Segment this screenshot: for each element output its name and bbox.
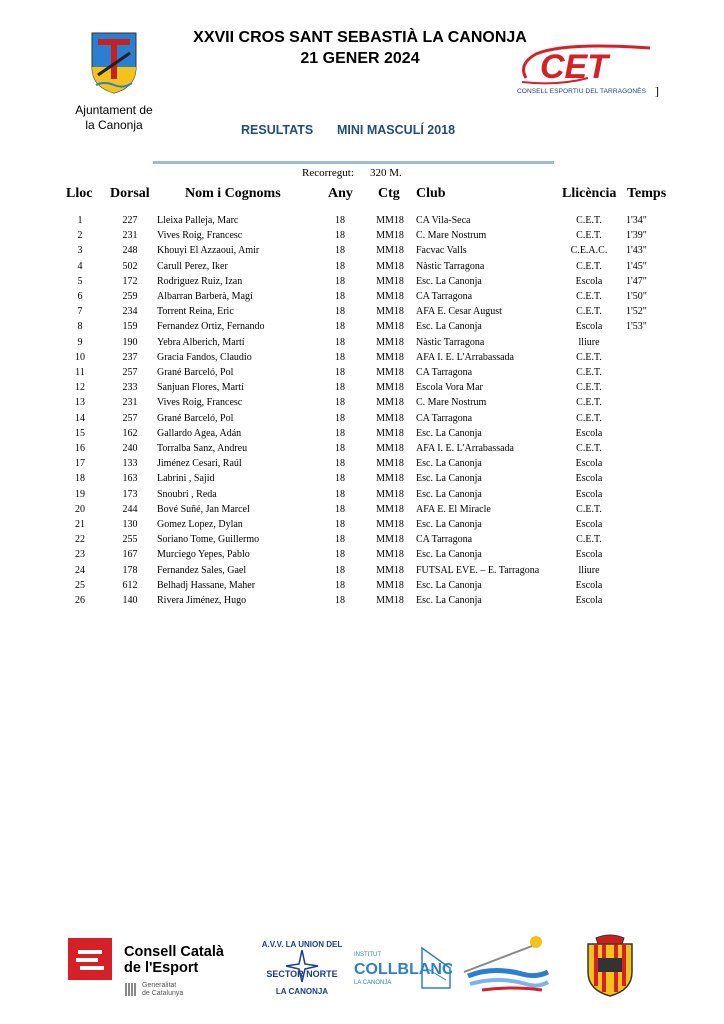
ctg-cell: MM18 bbox=[376, 275, 404, 287]
ctg-cell: MM18 bbox=[376, 321, 404, 333]
lloc-cell: 11 bbox=[75, 367, 85, 378]
any-cell: 18 bbox=[335, 351, 345, 363]
nom-cell: Belhadj Hassane, Maher bbox=[157, 579, 256, 591]
dorsal-cell: 240 bbox=[122, 443, 138, 454]
club-cell: Esc. La Canonja bbox=[416, 473, 482, 485]
dorsal-cell: 162 bbox=[122, 427, 138, 439]
table-row bbox=[0, 489, 724, 504]
llicencia-cell: Escola bbox=[575, 458, 603, 470]
llicencia-cell: C.E.T. bbox=[576, 503, 602, 515]
col-header-ctg: Ctg bbox=[378, 186, 400, 201]
lloc-cell: 7 bbox=[77, 306, 83, 318]
any-cell: 18 bbox=[335, 503, 345, 515]
ctg-cell: MM18 bbox=[376, 215, 404, 226]
nom-cell: Khouyi El Azzaoui, Amir bbox=[157, 245, 260, 257]
llicencia-cell: C.E.T. bbox=[576, 291, 602, 302]
collblanc-place-text: LA CANONJA bbox=[354, 980, 392, 986]
ctg-cell: MM18 bbox=[376, 260, 404, 272]
any-cell: 18 bbox=[335, 564, 345, 576]
llicencia-cell: lliure bbox=[578, 336, 600, 348]
dorsal-cell: 173 bbox=[122, 488, 138, 500]
collblanc-small-text: INSTITUT bbox=[354, 952, 381, 958]
llicencia-cell: C.E.T. bbox=[576, 367, 602, 378]
table-row bbox=[0, 215, 724, 230]
table-row bbox=[0, 428, 724, 443]
avv-sector-norte-logo bbox=[262, 936, 342, 998]
lloc-cell: 10 bbox=[75, 351, 85, 363]
dorsal-cell: 502 bbox=[122, 260, 138, 272]
club-cell: CA Vila-Seca bbox=[416, 215, 471, 226]
lloc-cell: 18 bbox=[75, 473, 85, 485]
club-cell: Esc. La Canonja bbox=[416, 549, 482, 561]
lloc-cell: 21 bbox=[75, 519, 85, 530]
table-row bbox=[0, 337, 724, 352]
club-cell: CA Tarragona bbox=[416, 291, 473, 302]
table-row bbox=[0, 473, 724, 488]
avv-middle-text: SECTOR NORTE bbox=[266, 969, 338, 979]
dorsal-cell: 190 bbox=[122, 336, 138, 348]
dorsal-cell: 130 bbox=[122, 519, 138, 530]
ctg-cell: MM18 bbox=[376, 382, 404, 394]
club-cell: CA Tarragona bbox=[416, 367, 473, 378]
table-row bbox=[0, 397, 724, 412]
ctg-cell: MM18 bbox=[376, 367, 404, 378]
nom-cell: Torralba Sanz, Andreu bbox=[157, 443, 248, 454]
recorregut-label: Recorregut: bbox=[302, 167, 354, 179]
ctg-cell: MM18 bbox=[376, 230, 404, 242]
llicencia-cell: C.E.T. bbox=[576, 397, 602, 409]
generalitat-line2: de Catalunya bbox=[142, 990, 184, 997]
col-header-any: Any bbox=[328, 186, 353, 201]
nom-cell: Grané Barceló, Pol bbox=[157, 367, 234, 378]
lloc-cell: 23 bbox=[75, 549, 85, 561]
temps-cell: 1'39" bbox=[626, 230, 647, 242]
club-cell: CA Tarragona bbox=[416, 534, 473, 546]
table-row bbox=[0, 367, 724, 382]
nom-cell: Gomez Lopez, Dylan bbox=[157, 519, 243, 530]
club-cell: Esc. La Canonja bbox=[416, 519, 482, 530]
table-row bbox=[0, 549, 724, 564]
nom-cell: Albarran Barberà, Magí bbox=[157, 291, 253, 302]
ctg-cell: MM18 bbox=[376, 412, 404, 424]
temps-cell: 1'53" bbox=[626, 321, 647, 333]
ctg-cell: MM18 bbox=[376, 458, 404, 470]
dorsal-cell: 612 bbox=[122, 579, 138, 591]
generalitat-icon bbox=[125, 983, 137, 996]
llicencia-cell: Escola bbox=[575, 488, 603, 500]
ctg-cell: MM18 bbox=[376, 306, 404, 318]
consell-line2: de l'Esport bbox=[124, 960, 199, 976]
table-row bbox=[0, 291, 724, 306]
llicencia-cell: C.E.T. bbox=[576, 443, 602, 454]
la-canonja-shield-logo bbox=[582, 934, 638, 998]
club-cell: Esc. La Canonja bbox=[416, 595, 482, 606]
llicencia-cell: C.E.T. bbox=[576, 382, 602, 394]
any-cell: 18 bbox=[335, 336, 345, 348]
nom-cell: Carull Perez, Iker bbox=[157, 260, 228, 272]
ctg-cell: MM18 bbox=[376, 519, 404, 530]
dorsal-cell: 172 bbox=[122, 275, 138, 287]
nom-cell: Soriano Tome, Guillermo bbox=[157, 534, 260, 546]
llicencia-cell: C.E.T. bbox=[576, 215, 602, 226]
ctg-cell: MM18 bbox=[376, 351, 404, 363]
ctg-cell: MM18 bbox=[376, 549, 404, 561]
lloc-cell: 20 bbox=[75, 503, 85, 515]
any-cell: 18 bbox=[335, 382, 345, 394]
ctg-cell: MM18 bbox=[376, 473, 404, 485]
resultats-label: RESULTATS bbox=[241, 123, 314, 137]
dorsal-cell: 237 bbox=[122, 351, 138, 363]
ctg-cell: MM18 bbox=[376, 503, 404, 515]
llicencia-cell: Escola bbox=[575, 321, 603, 333]
club-cell: Esc. La Canonja bbox=[416, 427, 482, 439]
any-cell: 18 bbox=[335, 488, 345, 500]
table-row bbox=[0, 443, 724, 458]
dorsal-cell: 178 bbox=[122, 564, 138, 576]
lloc-cell: 15 bbox=[75, 427, 85, 439]
table-row bbox=[0, 245, 724, 260]
temps-cell: 1'34" bbox=[626, 215, 647, 226]
dorsal-cell: 248 bbox=[122, 245, 138, 257]
col-header-club: Club bbox=[416, 186, 446, 201]
any-cell: 18 bbox=[335, 291, 345, 302]
club-cell: AFA E. El Miracle bbox=[416, 503, 491, 515]
dorsal-cell: 159 bbox=[122, 321, 138, 333]
club-cell: AFA I. E. L'Arrabassada bbox=[416, 443, 514, 454]
dorsal-cell: 257 bbox=[122, 367, 138, 378]
lloc-cell: 25 bbox=[75, 579, 85, 591]
lloc-cell: 4 bbox=[77, 260, 83, 272]
col-header-lloc: Lloc bbox=[66, 186, 93, 201]
llicencia-cell: Escola bbox=[575, 595, 603, 606]
col-header-dorsal: Dorsal bbox=[110, 186, 150, 201]
llicencia-cell: C.E.T. bbox=[576, 412, 602, 424]
any-cell: 18 bbox=[335, 534, 345, 546]
lloc-cell: 9 bbox=[77, 336, 83, 348]
llicencia-cell: Escola bbox=[575, 519, 603, 530]
club-cell: Facvac Valls bbox=[416, 245, 467, 257]
ctg-cell: MM18 bbox=[376, 245, 404, 257]
table-row bbox=[0, 276, 724, 291]
temps-cell: 1'47" bbox=[626, 275, 647, 287]
any-cell: 18 bbox=[335, 427, 345, 439]
table-row bbox=[0, 413, 724, 428]
table-row bbox=[0, 230, 724, 245]
club-cell: C. Mare Nostrum bbox=[416, 397, 487, 409]
nom-cell: Yebra Alberich, Martí bbox=[157, 336, 245, 348]
any-cell: 18 bbox=[335, 458, 345, 470]
any-cell: 18 bbox=[335, 321, 345, 333]
nom-cell: Fernandez Sales, Gael bbox=[157, 564, 247, 576]
any-cell: 18 bbox=[335, 579, 345, 591]
club-cell: AFA I. E. L'Arrabassada bbox=[416, 351, 514, 363]
club-cell: Nàstic Tarragona bbox=[416, 336, 485, 348]
col-header-nom: Nom i Cognoms bbox=[185, 186, 281, 201]
table-row bbox=[0, 458, 724, 473]
club-cell: Esc. La Canonja bbox=[416, 275, 482, 287]
la-canonja-crest-logo bbox=[88, 31, 140, 95]
llicencia-cell: Escola bbox=[575, 549, 603, 561]
dorsal-cell: 257 bbox=[122, 412, 138, 424]
any-cell: 18 bbox=[335, 306, 345, 318]
any-cell: 18 bbox=[335, 230, 345, 242]
lloc-cell: 26 bbox=[75, 595, 85, 606]
nom-cell: Gallardo Agea, Adán bbox=[157, 427, 242, 439]
nom-cell: Vives Roig, Francesc bbox=[157, 230, 243, 242]
table-row bbox=[0, 504, 724, 519]
dorsal-cell: 233 bbox=[122, 382, 138, 394]
lloc-cell: 1 bbox=[77, 215, 83, 226]
ctg-cell: MM18 bbox=[376, 427, 404, 439]
any-cell: 18 bbox=[335, 595, 345, 606]
lloc-cell: 16 bbox=[75, 443, 85, 454]
dorsal-cell: 227 bbox=[122, 215, 138, 226]
ctg-cell: MM18 bbox=[376, 595, 404, 606]
temps-cell: 1'45" bbox=[626, 260, 647, 272]
any-cell: 18 bbox=[335, 519, 345, 530]
ctg-cell: MM18 bbox=[376, 336, 404, 348]
temps-cell: 1'50" bbox=[626, 291, 647, 302]
institut-collblanc-logo bbox=[352, 940, 452, 992]
temps-cell: 1'52" bbox=[626, 306, 647, 318]
consell-line1: Consell Català bbox=[124, 944, 224, 960]
category-label: MINI MASCULÍ 2018 bbox=[337, 123, 456, 137]
club-cell: Esc. La Canonja bbox=[416, 321, 482, 333]
nom-cell: Grané Barceló, Pol bbox=[157, 412, 234, 424]
event-date: 21 GENER 2024 bbox=[300, 50, 420, 67]
lloc-cell: 22 bbox=[75, 534, 85, 546]
any-cell: 18 bbox=[335, 397, 345, 409]
ctg-cell: MM18 bbox=[376, 397, 404, 409]
lloc-cell: 24 bbox=[75, 564, 85, 576]
club-cell: Nàstic Tarragona bbox=[416, 260, 485, 272]
llicencia-cell: C.E.T. bbox=[576, 230, 602, 242]
lloc-cell: 2 bbox=[77, 230, 83, 242]
col-header-temps: Temps bbox=[627, 186, 667, 201]
ctg-cell: MM18 bbox=[376, 579, 404, 591]
club-cell: CA Tarragona bbox=[416, 412, 473, 424]
ajuntament-line2: la Canonja bbox=[85, 118, 143, 132]
nom-cell: Sanjuan Flores, Martí bbox=[157, 382, 244, 394]
club-cell: Esc. La Canonja bbox=[416, 458, 482, 470]
llicencia-cell: Escola bbox=[575, 427, 603, 439]
dorsal-cell: 167 bbox=[122, 549, 138, 561]
nom-cell: Bové Suñé, Jan Marcel bbox=[157, 503, 250, 515]
table-row bbox=[0, 565, 724, 580]
llicencia-cell: C.E.T. bbox=[576, 534, 602, 546]
col-header-llicencia: Llicència bbox=[562, 186, 617, 201]
consell-catala-logo bbox=[68, 938, 112, 985]
any-cell: 18 bbox=[335, 215, 345, 226]
generalitat-line1: Generalitat bbox=[142, 982, 177, 989]
ctg-cell: MM18 bbox=[376, 443, 404, 454]
any-cell: 18 bbox=[335, 443, 345, 454]
lloc-cell: 19 bbox=[75, 488, 85, 500]
lloc-cell: 3 bbox=[77, 245, 83, 257]
llicencia-cell: C.E.T. bbox=[576, 351, 602, 363]
nom-cell: Gracia Fandos, Claudio bbox=[157, 351, 252, 363]
nom-cell: Jiménez Cesari, Raúl bbox=[157, 458, 242, 470]
dorsal-cell: 255 bbox=[122, 534, 138, 546]
dorsal-cell: 244 bbox=[122, 503, 138, 515]
lloc-cell: 14 bbox=[75, 412, 85, 424]
any-cell: 18 bbox=[335, 260, 345, 272]
table-row bbox=[0, 534, 724, 549]
cet-bracket: ] bbox=[655, 84, 659, 98]
table-row bbox=[0, 306, 724, 321]
lloc-cell: 17 bbox=[75, 458, 85, 470]
header-divider bbox=[153, 161, 554, 164]
any-cell: 18 bbox=[335, 473, 345, 485]
any-cell: 18 bbox=[335, 549, 345, 561]
club-cell: Esc. La Canonja bbox=[416, 488, 482, 500]
table-row bbox=[0, 382, 724, 397]
any-cell: 18 bbox=[335, 412, 345, 424]
club-cell: Esc. La Canonja bbox=[416, 579, 482, 591]
ctg-cell: MM18 bbox=[376, 534, 404, 546]
dorsal-cell: 231 bbox=[122, 397, 138, 409]
table-row bbox=[0, 595, 724, 610]
nom-cell: Rivera Jiménez, Hugo bbox=[157, 595, 247, 606]
any-cell: 18 bbox=[335, 275, 345, 287]
event-title: XXVII CROS SANT SEBASTIÀ LA CANONJA bbox=[193, 29, 527, 46]
nom-cell: Lleixa Palleja, Marc bbox=[157, 215, 239, 226]
nom-cell: Labrini , Sajid bbox=[157, 473, 215, 485]
avv-bottom-text: LA CANONJA bbox=[275, 987, 329, 996]
dorsal-cell: 259 bbox=[122, 291, 138, 302]
nom-cell: Rodriguez Ruiz, Izan bbox=[157, 275, 243, 287]
llicencia-cell: C.E.T. bbox=[576, 260, 602, 272]
temps-cell: 1'43" bbox=[626, 245, 647, 257]
dorsal-cell: 231 bbox=[122, 230, 138, 242]
cet-caption: CONSELL ESPORTIU DEL TARRAGONÈS bbox=[517, 88, 647, 95]
club-cell: FUTSAL EVE. – E. Tarragona bbox=[416, 564, 540, 576]
llicencia-cell: Escola bbox=[575, 579, 603, 591]
table-row bbox=[0, 261, 724, 276]
lloc-cell: 8 bbox=[77, 321, 83, 333]
ctg-cell: MM18 bbox=[376, 291, 404, 302]
lloc-cell: 5 bbox=[77, 275, 83, 287]
nom-cell: Fernandez Ortiz, Fernando bbox=[157, 321, 265, 333]
nom-cell: Murciego Yepes, Pablo bbox=[157, 549, 250, 561]
table-row bbox=[0, 321, 724, 336]
club-cell: C. Mare Nostrum bbox=[416, 230, 487, 242]
dorsal-cell: 140 bbox=[122, 595, 138, 606]
nom-cell: Vives Roig, Francesc bbox=[157, 397, 243, 409]
lloc-cell: 6 bbox=[77, 291, 83, 302]
llicencia-cell: Escola bbox=[575, 275, 603, 287]
cet-logo-text: CET bbox=[540, 48, 608, 86]
dorsal-cell: 163 bbox=[122, 473, 138, 485]
llicencia-cell: Escola bbox=[575, 473, 603, 485]
nom-cell: Torrent Reina, Eric bbox=[157, 306, 234, 318]
avv-top-text: A.V.V. LA UNION DEL bbox=[262, 940, 342, 949]
ajuntament-line1: Ajuntament de bbox=[75, 103, 153, 117]
club-cell: Escola Vora Mar bbox=[416, 382, 483, 394]
sport-club-logo bbox=[462, 932, 550, 994]
collblanc-name-text: COLLBLANC bbox=[354, 961, 452, 978]
dorsal-cell: 133 bbox=[122, 458, 138, 470]
recorregut-value: 320 M. bbox=[370, 167, 402, 179]
nom-cell: Snoubri , Reda bbox=[157, 488, 217, 500]
llicencia-cell: C.E.T. bbox=[576, 306, 602, 318]
club-cell: AFA E. Cesar August bbox=[416, 306, 502, 318]
lloc-cell: 13 bbox=[75, 397, 85, 409]
lloc-cell: 12 bbox=[75, 382, 85, 394]
dorsal-cell: 234 bbox=[122, 306, 138, 318]
table-row bbox=[0, 580, 724, 595]
llicencia-cell: C.E.A.C. bbox=[570, 245, 608, 257]
ctg-cell: MM18 bbox=[376, 564, 404, 576]
any-cell: 18 bbox=[335, 367, 345, 378]
ctg-cell: MM18 bbox=[376, 488, 404, 500]
table-row bbox=[0, 352, 724, 367]
any-cell: 18 bbox=[335, 245, 345, 257]
llicencia-cell: lliure bbox=[578, 564, 600, 576]
table-row bbox=[0, 519, 724, 534]
